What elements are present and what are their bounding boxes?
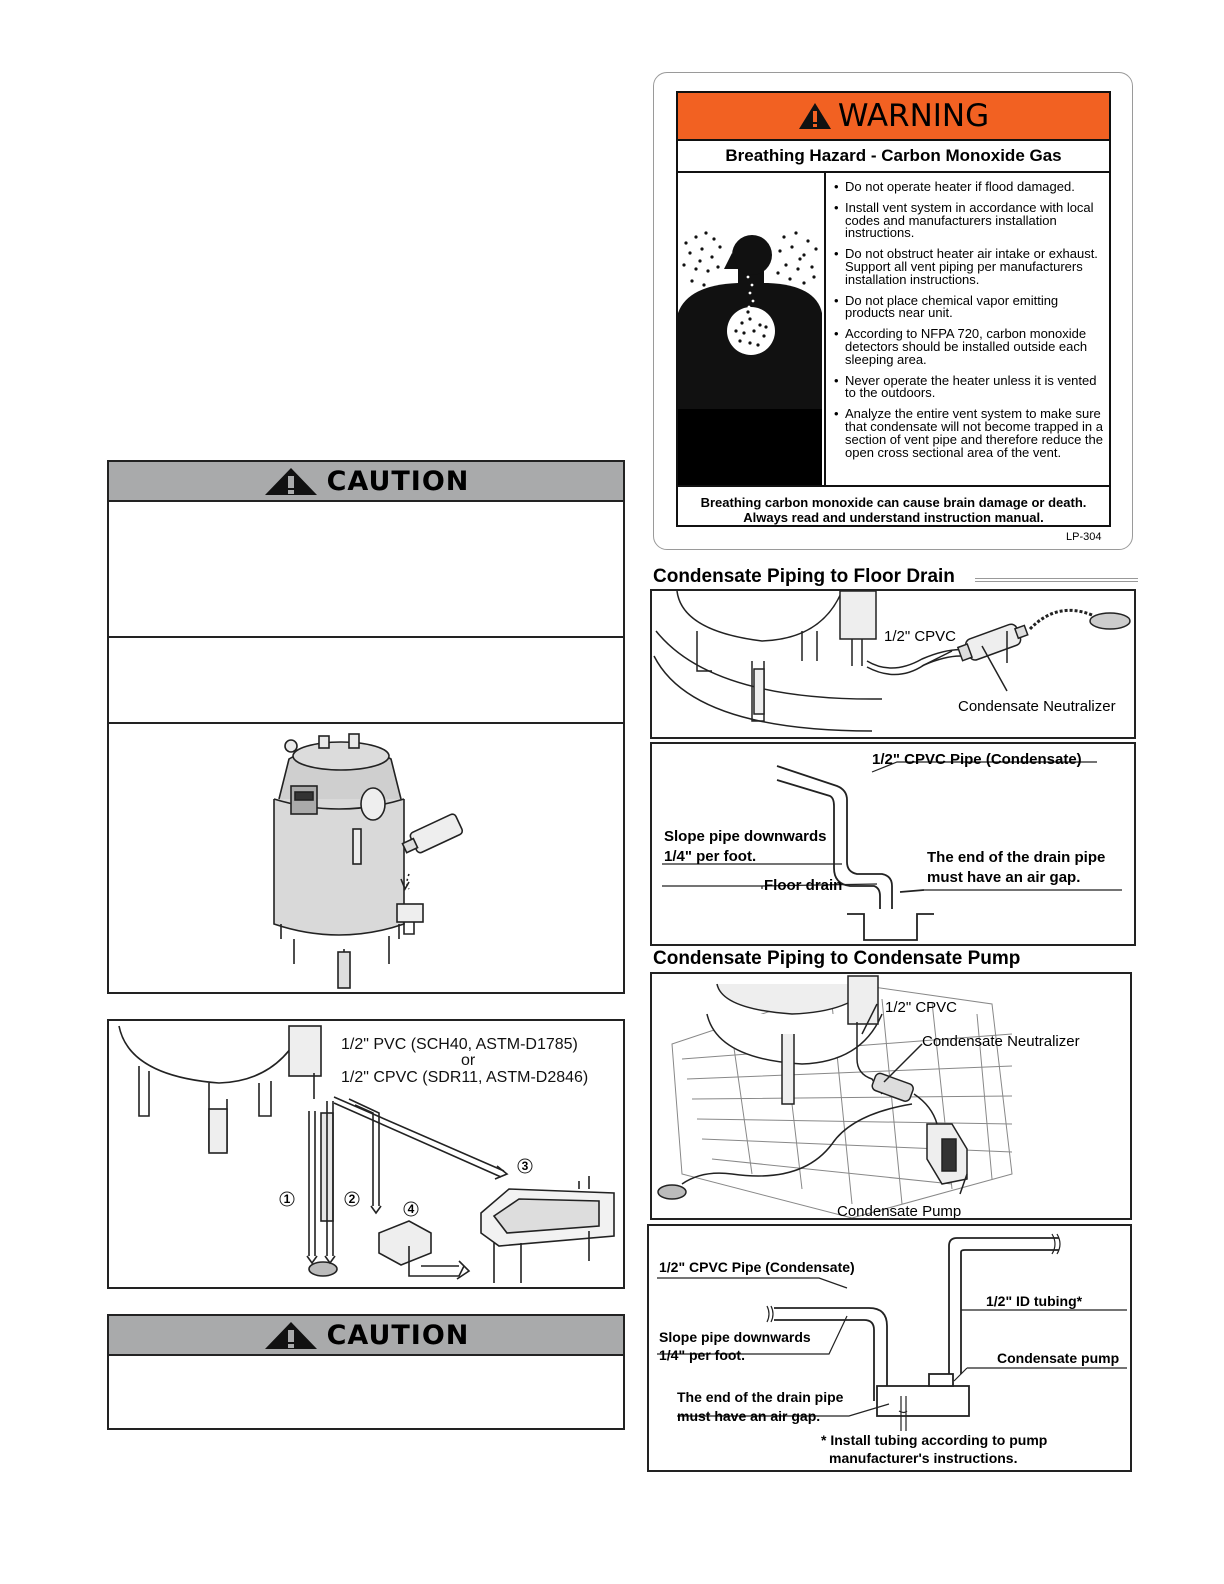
fig-label-tubing: 1/2" ID tubing*	[986, 1293, 1083, 1309]
caution-label: CAUTION	[326, 465, 470, 497]
fig-label-slope1: Slope pipe downwards	[664, 828, 827, 845]
title-rule	[975, 578, 1138, 582]
fig-note-line1: * Install tubing according to pump	[821, 1432, 1048, 1448]
warning-item: • According to NFPA 720, carbon monoxide detectors should be installed outside each sleeping area.	[834, 328, 1105, 366]
caution-panel-top	[107, 460, 625, 724]
fig-label-slope2: 1/4" per foot.	[664, 848, 757, 865]
caution-text-area	[107, 1356, 625, 1430]
floor-drain-figure-1	[650, 589, 1136, 739]
pipe-spec-line1: 1/2" PVC (SCH40, ASTM-D1785)	[341, 1036, 578, 1053]
pump-neutralizer-illustration	[652, 974, 1130, 1218]
co-warning-label	[653, 72, 1133, 550]
label-code: LP-304	[1066, 531, 1102, 543]
caution-triangle-icon	[263, 466, 319, 496]
caution-text-area	[107, 502, 625, 638]
warning-item: • Never operate the heater unless it is vented to the outdoors.	[834, 375, 1105, 401]
fig-label-condensate-pump: Condensate pump	[997, 1350, 1120, 1366]
warning-footer-line1: Breathing carbon monoxide can cause brain damage or death.	[700, 495, 1087, 510]
caution-second-area	[107, 638, 625, 734]
option-number-1: 1	[283, 1192, 291, 1206]
fig-label-cpvc: 1/2" CPVC	[884, 628, 957, 645]
fig-label-slope2: 1/4" per foot.	[659, 1347, 745, 1363]
pump-piping-illustration	[649, 1226, 1130, 1470]
fig-label-gap2: must have an air gap.	[677, 1408, 821, 1424]
caution-triangle-icon	[263, 1320, 319, 1350]
piping-options-figure	[107, 1019, 625, 1289]
fig-label-pump: Condensate Pump	[837, 1203, 962, 1218]
caution-label: CAUTION	[326, 1319, 470, 1351]
caution-panel-bottom	[107, 1314, 625, 1424]
pump-figure-1	[650, 972, 1132, 1220]
pump-title: Condensate Piping to Condensate Pump	[653, 948, 1021, 969]
heater-priming-figure	[107, 722, 625, 994]
caution-header	[107, 460, 625, 502]
pump-figure-2	[647, 1224, 1132, 1472]
fig-label-gap1: The end of the drain pipe	[677, 1389, 844, 1405]
floor-drain-title: Condensate Piping to Floor Drain	[653, 566, 955, 587]
fig-label-neutralizer: Condensate Neutralizer	[958, 698, 1116, 715]
warning-item: • Do not place chemical vapor emitting products near unit.	[834, 295, 1105, 321]
warning-item: • Do not obstruct heater air intake or exhaust. Support all vent piping per manufacturers installation instructions.	[834, 248, 1105, 286]
pipe-spec-line3: 1/2" CPVC (SDR11, ASTM-D2846)	[341, 1069, 589, 1086]
breathing-hazard-pictogram	[678, 173, 826, 485]
warning-item: • Install vent system in accordance with local codes and manufacturers installation instructions.	[834, 202, 1105, 240]
warning-item: • Analyze the entire vent system to make sure that condensate will not become trapped in a section of vent pipe and therefore reduce the open cross sectional area of the vent.	[834, 408, 1105, 459]
floor-drain-slope-illustration	[652, 744, 1134, 944]
person-inhaling-gas-icon	[678, 173, 822, 485]
fig-label-cpvc: 1/2" CPVC	[885, 999, 958, 1016]
warning-title: WARNING	[837, 98, 990, 134]
floor-drain-figure-2	[650, 742, 1136, 946]
warning-footer-line2: Always read and understand instruction manual.	[743, 510, 1044, 525]
fig-label-floor-drain: Floor drain	[764, 877, 843, 894]
warning-items-list	[826, 173, 1109, 485]
fig-label-slope1: Slope pipe downwards	[659, 1329, 811, 1345]
caution-header	[107, 1314, 625, 1356]
warning-footer	[678, 487, 1109, 525]
option-number-2: 2	[348, 1192, 356, 1206]
pipe-spec-or: or	[461, 1052, 476, 1069]
heater-priming-illustration	[109, 724, 623, 992]
option-number-4: 4	[407, 1202, 415, 1216]
fig-label-neutralizer: Condensate Neutralizer	[922, 1033, 1080, 1050]
warning-triangle-icon	[798, 102, 832, 130]
warning-subtitle: Breathing Hazard - Carbon Monoxide Gas	[678, 141, 1109, 173]
option-number-3: 3	[521, 1159, 529, 1173]
fig-label-gap2: must have an air gap.	[927, 869, 1081, 886]
warning-item: • Do not operate heater if flood damaged.	[834, 181, 1105, 194]
warning-frame	[676, 91, 1111, 527]
fig-label-pipe: 1/2" CPVC Pipe (Condensate)	[872, 751, 1082, 768]
fig-note-line2: manufacturer's instructions.	[829, 1450, 1018, 1466]
piping-options-illustration	[109, 1021, 623, 1287]
fig-label-pipe: 1/2" CPVC Pipe (Condensate)	[659, 1259, 855, 1275]
fig-label-gap1: The end of the drain pipe	[927, 849, 1106, 866]
warning-header	[678, 93, 1109, 141]
floor-drain-neutralizer-illustration	[652, 591, 1134, 737]
